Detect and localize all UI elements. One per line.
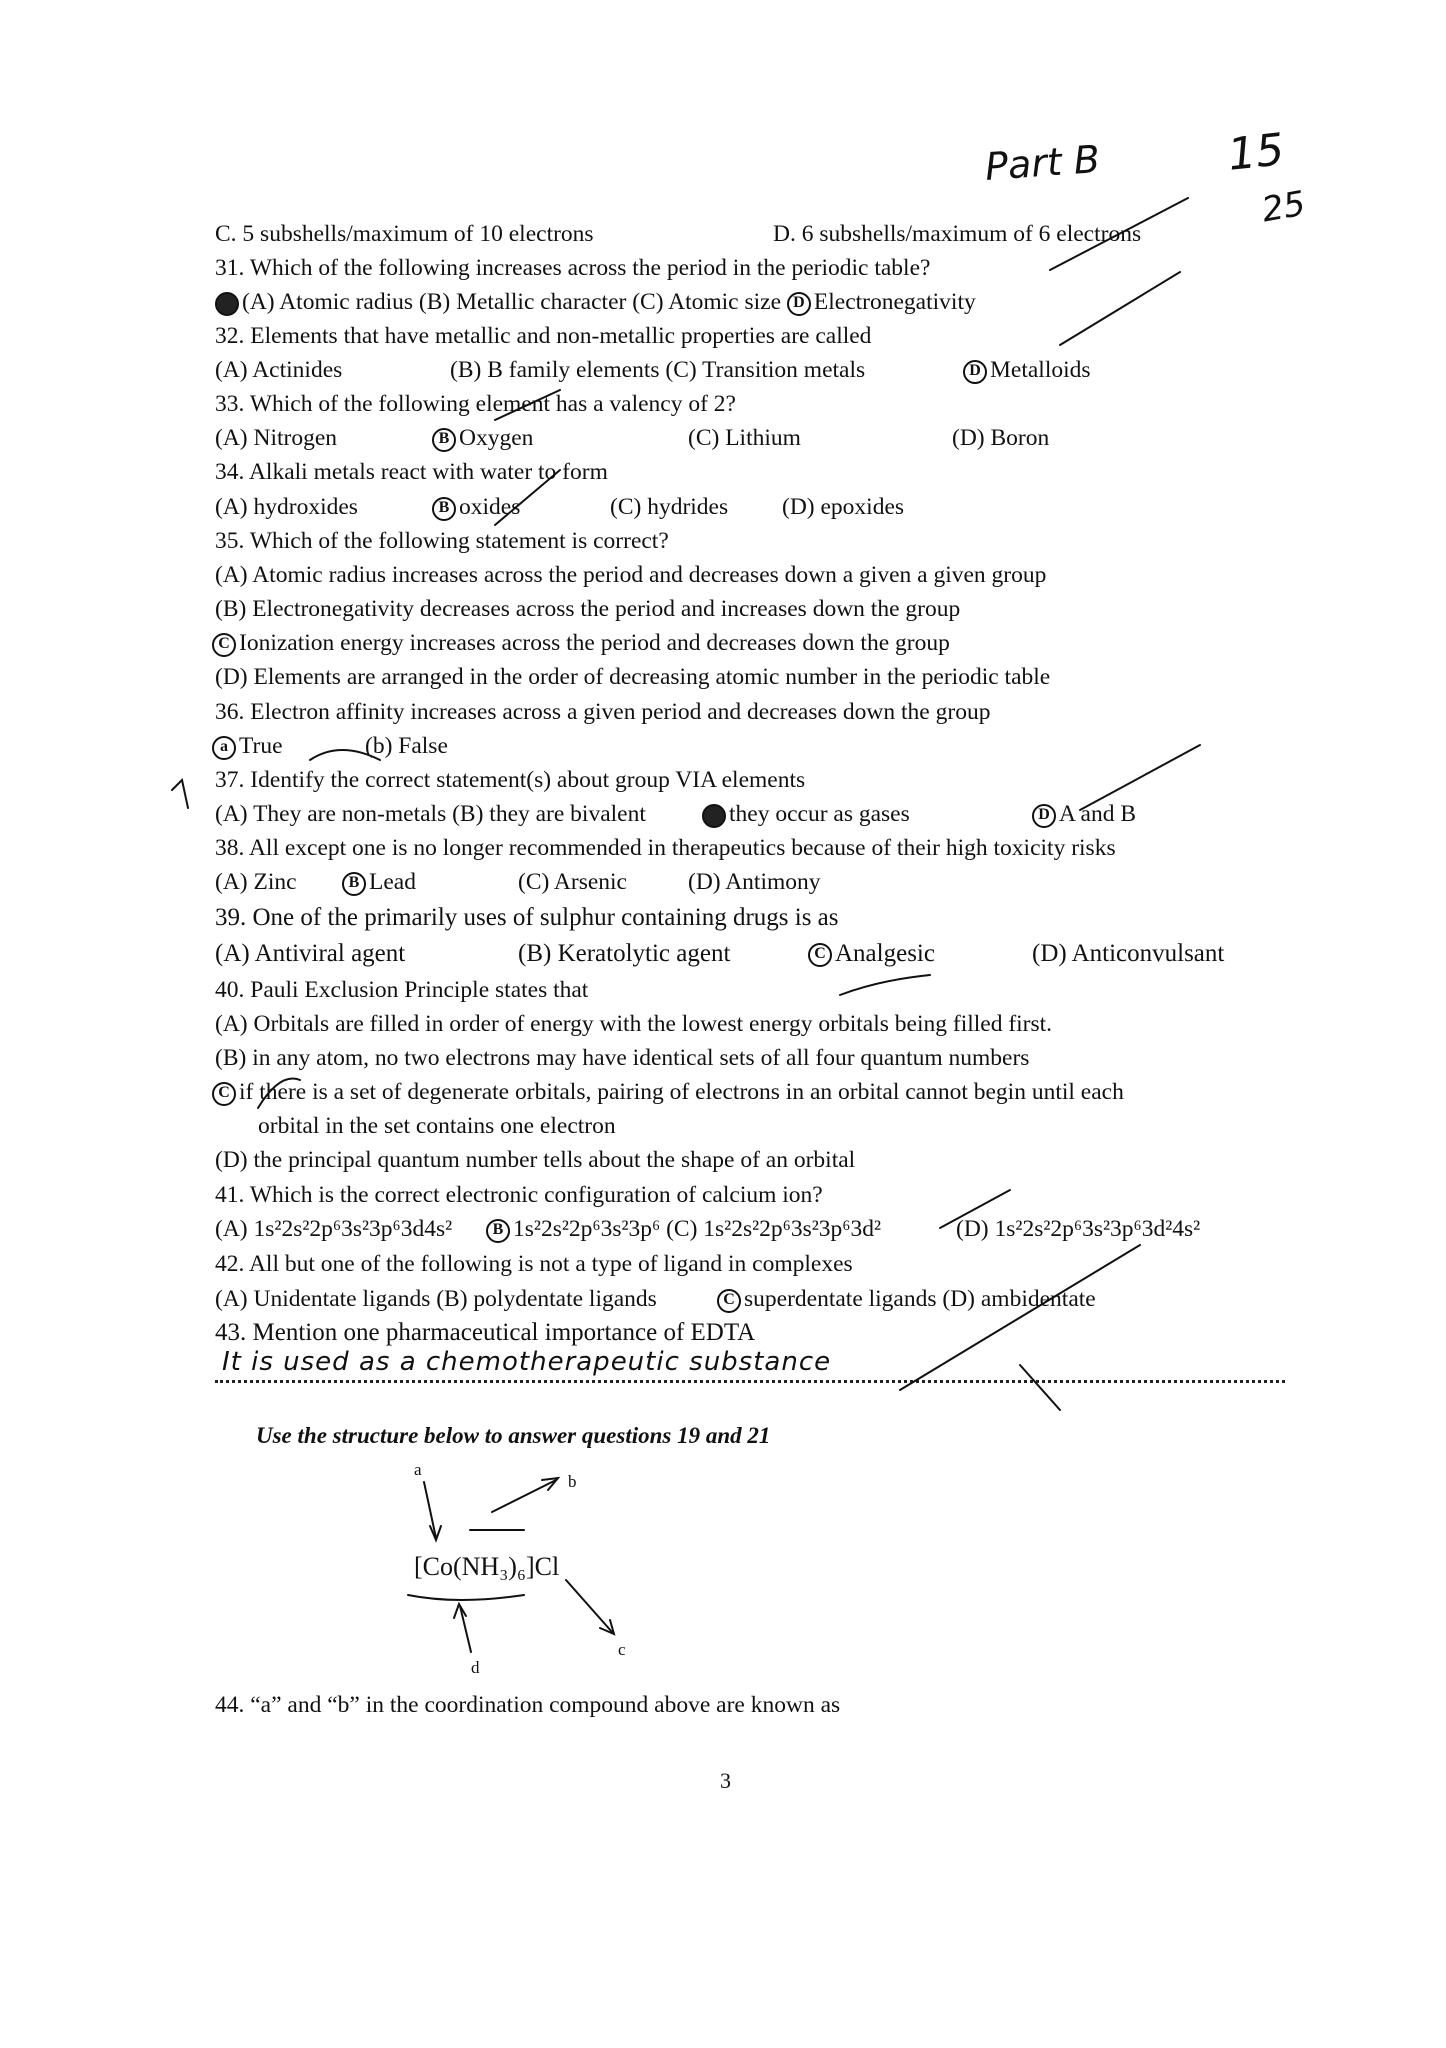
- answer-circle-mark: B: [342, 872, 366, 896]
- q33-option-d: (D) Boron: [952, 425, 1050, 451]
- answer-circle-mark: B: [432, 428, 456, 452]
- q37-option-c-text: they occur as gases: [729, 801, 910, 827]
- answer-circle-mark: B: [432, 497, 456, 521]
- q40-option-c-cont: orbital in the set contains one electron: [258, 1113, 616, 1139]
- q34-option-b: [432, 492, 520, 522]
- question-32: 32. Elements that have metallic and non-metallic properties are called: [215, 323, 872, 349]
- q34-option-d: (D) epoxides: [782, 494, 905, 520]
- answer-circle-mark: B: [486, 1219, 510, 1243]
- bracket-bottom: [408, 1595, 524, 1600]
- question-37: 37. Identify the correct statement(s) about group VIA elements: [215, 767, 806, 793]
- q41-option-bc-text: 1s²2s²2p⁶3s²3p⁶ (C) 1s²2s²2p⁶3s²3p⁶3d²: [513, 1216, 882, 1242]
- selected-choice-mark: C: [702, 804, 726, 828]
- structure-label-b: b: [568, 1472, 577, 1491]
- question-40: 40. Pauli Exclusion Principle states that: [215, 977, 589, 1003]
- q33-option-a: (A) Nitrogen: [215, 425, 338, 451]
- question-34: 34. Alkali metals react with water to form: [215, 459, 608, 485]
- q33-option-b: [432, 423, 533, 453]
- structure-label-c: c: [618, 1640, 626, 1659]
- q32-option-d-text: Metalloids: [990, 357, 1091, 383]
- q34-option-b-text: oxides: [459, 494, 521, 520]
- q33-option-c: (C) Lithium: [688, 425, 801, 451]
- answer-circle-mark: C: [717, 1289, 741, 1313]
- arrow-b-head: [542, 1478, 558, 1490]
- q38-option-b: [342, 867, 416, 897]
- q36-option-a-text: True: [239, 733, 283, 759]
- q39-option-c-text: Analgesic: [835, 940, 935, 967]
- q31-options-text: (A) Atomic radius (B) Metallic character (C) Atomic size: [242, 289, 782, 315]
- arrow-d: [460, 1606, 471, 1652]
- structure-label-d: d: [471, 1658, 480, 1677]
- answer-circle-mark: C: [212, 1082, 236, 1106]
- q35-option-c: [212, 628, 950, 658]
- arrow-a-head: [430, 1526, 441, 1540]
- q40-option-a: (A) Orbitals are filled in order of energy with the lowest energy orbitals being filled first.: [215, 1011, 1053, 1037]
- q41-option-a: (A) 1s²2s²2p⁶3s²3p⁶3d4s²: [215, 1216, 453, 1242]
- coordination-compound: [Co(NH₃)₆]Cl: [414, 1552, 560, 1581]
- q34-option-a: (A) hydroxides: [215, 494, 358, 520]
- structure-instruction: Use the structure below to answer questions 19 and 21: [256, 1423, 771, 1448]
- score-label: Part B: [983, 137, 1102, 189]
- selected-choice-mark: A: [215, 292, 239, 316]
- tick-mark: [840, 975, 930, 995]
- score-value: 15: [1225, 124, 1287, 181]
- q37-option-d-text: A and B: [1059, 801, 1137, 827]
- answer-circle-mark: C: [212, 633, 236, 657]
- answer-circle-mark: D: [963, 360, 987, 384]
- question-39: 39. One of the primarily uses of sulphur containing drugs is as: [215, 904, 839, 931]
- tick-mark: [1020, 1365, 1060, 1410]
- q40-option-b: (B) in any atom, no two electrons may have identical sets of all four quantum numbers: [215, 1045, 1030, 1071]
- option-c-q30: C. 5 subshells/maximum of 10 electrons: [215, 221, 594, 247]
- q43-handwritten-answer: It is used as a chemotherapeutic substance: [222, 1347, 832, 1377]
- q36-option-b: (b) False: [365, 733, 448, 759]
- tick-mark: [1060, 272, 1180, 345]
- q39-option-d: (D) Anticonvulsant: [1032, 940, 1225, 967]
- q42-option-c: [717, 1284, 1096, 1314]
- arrow-a: [424, 1482, 436, 1538]
- q42-options-ab: (A) Unidentate ligands (B) polydentate ligands: [215, 1286, 657, 1312]
- q37-options-ab: (A) They are non-metals (B) they are bivalent: [215, 801, 646, 827]
- q32-option-d: [963, 355, 1091, 385]
- q38-option-c: (C) Arsenic: [518, 869, 627, 895]
- answer-circle-mark: C: [808, 943, 832, 967]
- question-36: 36. Electron affinity increases across a given period and decreases down the group: [215, 699, 991, 725]
- q36-option-a: [212, 731, 283, 761]
- option-d-q30: D. 6 subshells/maximum of 6 electrons: [773, 221, 1142, 247]
- question-44: 44. “a” and “b” in the coordination compound above are known as: [215, 1692, 841, 1718]
- tick-mark: [172, 780, 188, 808]
- q37-option-d: [1032, 799, 1136, 829]
- q37-option-c: [702, 799, 910, 829]
- question-42: 42. All but one of the following is not a type of ligand in complexes: [215, 1251, 853, 1277]
- answer-circle-mark: D: [1032, 804, 1056, 828]
- q35-option-c-text: Ionization energy increases across the period and decreases down the group: [239, 630, 950, 656]
- q33-option-b-text: Oxygen: [459, 425, 534, 451]
- tick-mark: [900, 1245, 1140, 1390]
- q38-option-a: (A) Zinc: [215, 869, 297, 895]
- arrow-c: [566, 1580, 612, 1632]
- q39-option-a: (A) Antiviral agent: [215, 940, 406, 967]
- structure-label-a: a: [414, 1460, 422, 1479]
- arrow-d-head: [454, 1604, 466, 1618]
- question-41: 41. Which is the correct electronic configuration of calcium ion?: [215, 1182, 823, 1208]
- q35-option-b: (B) Electronegativity decreases across the period and increases down the group: [215, 596, 961, 622]
- q42-option-cd-text: superdentate ligands (D) ambidentate: [744, 1286, 1096, 1312]
- answer-dotted-line: [215, 1380, 1285, 1383]
- q40-option-c-text: if there is a set of degenerate orbitals, pairing of electrons in an orbital cannot begin until each: [239, 1079, 1124, 1105]
- q32-option-a: (A) Actinides: [215, 357, 343, 383]
- q34-option-c: (C) hydrides: [610, 494, 729, 520]
- q41-option-d: (D) 1s²2s²2p⁶3s²3p⁶3d²4s²: [956, 1216, 1201, 1242]
- q39-option-c: [808, 939, 935, 969]
- q32-option-bc: (B) B family elements (C) Transition metals: [450, 357, 866, 383]
- q35-option-d: (D) Elements are arranged in the order of decreasing atomic number in the periodic table: [215, 664, 1051, 690]
- q40-option-d: (D) the principal quantum number tells about the shape of an orbital: [215, 1147, 856, 1173]
- q38-option-b-text: Lead: [369, 869, 416, 895]
- question-33: 33. Which of the following element has a valency of 2?: [215, 391, 736, 417]
- question-31: 31. Which of the following increases across the period in the periodic table?: [215, 255, 931, 281]
- q31-option-d: Electronegativity: [813, 289, 976, 315]
- question-35: 35. Which of the following statement is correct?: [215, 528, 669, 554]
- page-number: 3: [720, 1768, 731, 1793]
- q31-options: [215, 287, 976, 317]
- q40-option-c: [212, 1077, 1124, 1107]
- answer-circle-mark: D: [787, 292, 811, 316]
- q39-option-b: (B) Keratolytic agent: [518, 940, 731, 967]
- q38-option-d: (D) Antimony: [688, 869, 821, 895]
- q41-option-bc: [486, 1214, 881, 1244]
- score-total: 25: [1258, 183, 1309, 231]
- q35-option-a: (A) Atomic radius increases across the period and decreases down a given a given group: [215, 562, 1047, 588]
- answer-circle-mark: a: [212, 736, 236, 760]
- question-38: 38. All except one is no longer recommended in therapeutics because of their high toxicity risks: [215, 835, 1116, 861]
- question-43: 43. Mention one pharmaceutical importance of EDTA: [215, 1319, 756, 1346]
- arrow-b: [492, 1480, 556, 1512]
- arrow-c-head: [600, 1620, 614, 1634]
